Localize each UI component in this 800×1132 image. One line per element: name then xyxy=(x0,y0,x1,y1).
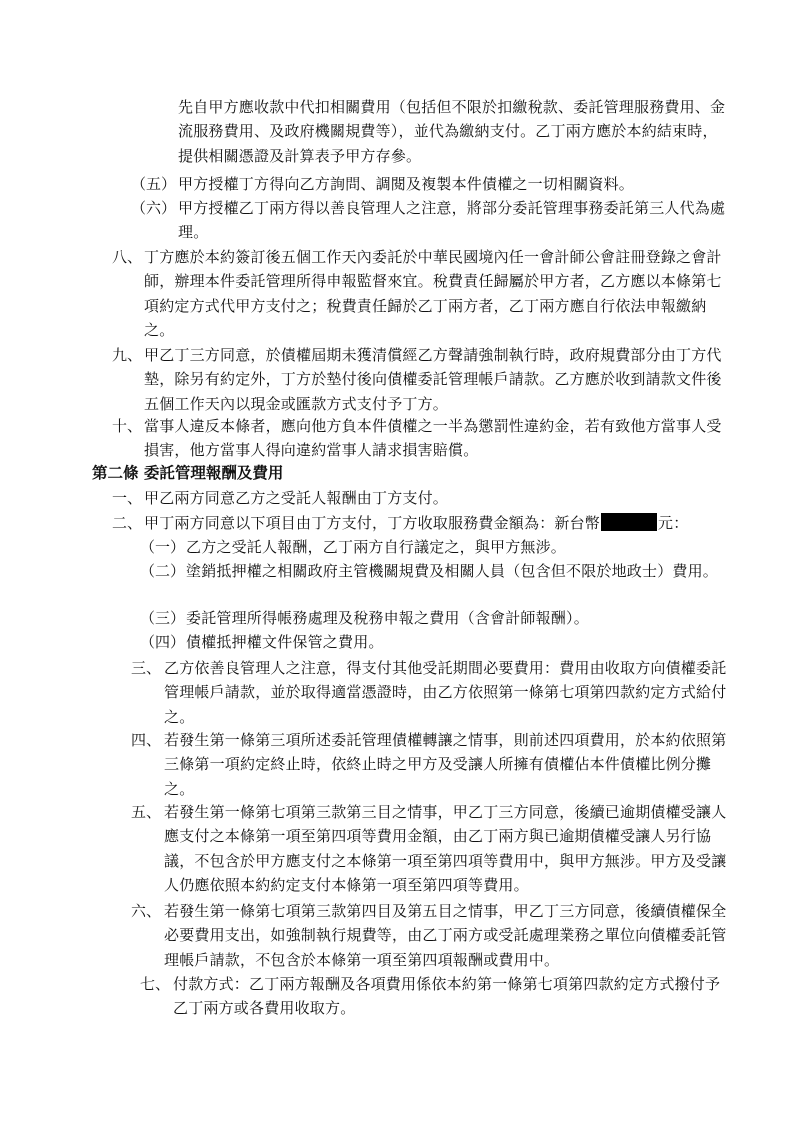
art2-item-label-6: 六、 xyxy=(131,902,162,920)
sub-item-4: 債權抵押權文件保管之費用。 xyxy=(186,633,384,651)
item-9: 甲乙丁三方同意，於債權屆期未獲清償經乙方聲請強制執行時，政府規費部分由丁方代墊，除另有約定外，丁方於墊付後向債權委託管理帳戶請款。乙方應於收到請款文件後五個工作天內以現金或匯款方式支付予丁方。 xyxy=(144,346,722,413)
item-8: 丁方應於本約簽訂後五個工作天內委託於中華民國境內任一會計師公會註冊登錄之會計師，辦理本件委託管理所得申報監督來宜。稅費責任歸屬於甲方者，乙方應以本條第七項約定方式代甲方支付之；稅費責任歸於乙丁兩方者，乙丁兩方應自行依法申報繳納之。 xyxy=(144,248,722,339)
art2-item-2 xyxy=(144,511,744,535)
sub-item-3: 委託管理所得帳務處理及稅務申報之費用（含會計師報酬）。 xyxy=(186,609,589,627)
sub-label-3: （三） xyxy=(140,609,186,627)
sub-item-2: 塗銷抵押權之相關政府主管機關規費及相關人員（包含但不限於地政士）費用。 xyxy=(186,562,719,580)
item-label-8: 八、 xyxy=(112,248,143,266)
sub-item-1: 乙方之受託人報酬，乙丁兩方自行議定之，與甲方無涉。 xyxy=(186,538,567,556)
article-2-heading: 第二條 委託管理報酬及費用 xyxy=(92,463,284,482)
art2-item-label-4: 四、 xyxy=(131,731,162,749)
item-10: 當事人違反本條者，應向他方負本件債權之一半為懲罰性違約金，若有致他方當事人受損害，他方當事人得向違約當事人請求損害賠償。 xyxy=(144,417,722,460)
art2-item-1: 甲乙兩方同意乙方之受託人報酬由丁方支付。 xyxy=(144,489,449,507)
clause-6: 甲方授權乙丁兩方得以善良管理人之注意，將部分委託管理事務委託第三人代為處理。 xyxy=(178,199,726,242)
sub-label-2: （二） xyxy=(140,562,186,580)
service-fee-text: 甲丁兩方同意以下項目由丁方支付，丁方收取服務費金額為：新台幣 xyxy=(144,514,601,532)
currency-unit: 元： xyxy=(658,514,689,532)
redacted-amount xyxy=(601,513,657,531)
art2-item-7: 付款方式：乙丁兩方報酬及各項費用係依本約第一條第七項第四款約定方式撥付予乙丁兩方或各費用收取方。 xyxy=(173,975,721,1018)
art2-item-label-1: 一、 xyxy=(112,489,143,507)
art2-item-3: 乙方依善良管理人之注意，得支付其他受託期間必要費用：費用由收取方向債權委託管理帳戶請款，並於取得適當憑證時，由乙方依照第一條第七項第四款約定方式給付之。 xyxy=(164,659,727,726)
sub-label-4: （四） xyxy=(140,633,186,651)
art2-item-6: 若發生第一條第七項第三款第四目及第五目之情事，甲乙丁三方同意，後續債權保全必要費用支出，如強制執行規費等，由乙丁兩方或受託處理業務之單位向債權委託管理帳戶請款，不包含於本條第一項至第四項報酬或費用中。 xyxy=(164,902,727,969)
art2-item-label-2: 二、 xyxy=(112,514,143,532)
art2-item-label-3: 三、 xyxy=(131,659,162,677)
clause-5: 甲方授權丁方得向乙方詢問、調閱及複製本件債權之一切相關資料。 xyxy=(178,175,635,193)
item-label-10: 十、 xyxy=(112,417,143,435)
clause-label-5: （五） xyxy=(131,175,177,193)
art2-item-label-5: 五、 xyxy=(131,803,162,821)
art2-item-label-7: 七、 xyxy=(140,975,171,993)
sub-label-1: （一） xyxy=(140,538,186,556)
clause-label-6: （六） xyxy=(131,199,177,217)
item-label-9: 九、 xyxy=(112,346,143,364)
paragraph-continuation: 先自甲方應收款中代扣相關費用（包括但不限於扣繳稅款、委託管理服務費用、金流服務費用、及政府機關規費等），並代為繳納支付。乙丁兩方應於本約結束時，提供相關憑證及計算表予甲方存參。 xyxy=(178,98,726,165)
art2-item-4: 若發生第一條第三項所述委託管理債權轉讓之情事，則前述四項費用，於本約依照第三條第一項約定終止時，依終止時之甲方及受讓人所擁有債權佔本件債權比例分攤之。 xyxy=(164,731,727,798)
art2-item-5: 若發生第一條第七項第三款第三目之情事，甲乙丁三方同意，後續已逾期債權受讓人應支付之本條第一項至第四項等費用金額，由乙丁兩方與已逾期債權受讓人另行協議，不包含於甲方應支付之本條第一項至第四項等費用中，與甲方無涉。甲方及受讓人仍應依照本約約定支付本條第一項至第四項等費用。 xyxy=(164,803,727,894)
